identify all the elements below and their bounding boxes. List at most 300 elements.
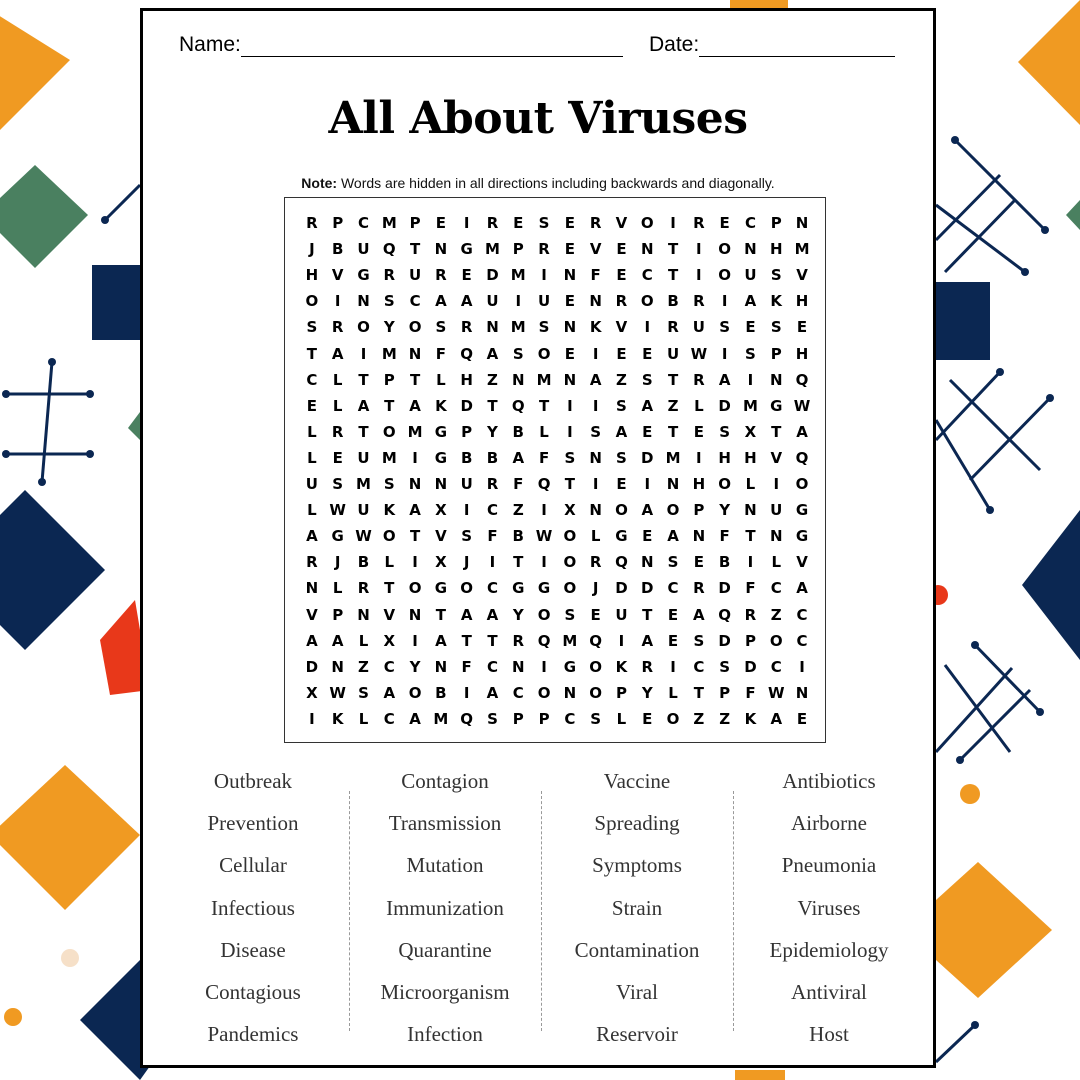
grid-letter[interactable]: S xyxy=(538,318,550,337)
grid-letter[interactable]: U xyxy=(692,318,705,337)
grid-letter[interactable]: V xyxy=(615,318,628,337)
grid-letter[interactable]: M xyxy=(742,396,758,415)
grid-letter[interactable]: S xyxy=(719,657,731,676)
grid-letter[interactable]: A xyxy=(512,448,525,467)
grid-letter[interactable]: T xyxy=(435,605,446,624)
grid-letter[interactable]: C xyxy=(796,605,808,624)
grid-letter[interactable]: A xyxy=(718,370,731,389)
grid-letter[interactable]: I xyxy=(644,318,651,337)
grid-letter[interactable]: F xyxy=(538,448,550,467)
grid-letter[interactable]: F xyxy=(435,344,446,363)
grid-letter[interactable]: E xyxy=(719,214,730,232)
grid-letter[interactable]: A xyxy=(331,631,344,650)
grid-letter[interactable]: C xyxy=(564,709,576,728)
grid-letter[interactable]: Z xyxy=(719,709,731,728)
grid-letter[interactable]: T xyxy=(538,396,550,415)
grid-letter[interactable]: D xyxy=(718,579,731,598)
grid-letter[interactable]: J xyxy=(334,553,341,572)
grid-letter[interactable]: C xyxy=(486,579,498,598)
grid-letter[interactable]: B xyxy=(512,527,524,546)
grid-letter[interactable]: E xyxy=(564,240,575,259)
grid-letter[interactable]: U xyxy=(408,266,422,285)
grid-letter[interactable]: Q xyxy=(511,396,525,415)
grid-letter[interactable]: S xyxy=(745,344,756,363)
grid-letter[interactable]: N xyxy=(511,370,525,389)
grid-letter[interactable]: Z xyxy=(487,370,498,389)
grid-letter[interactable]: L xyxy=(616,709,627,728)
grid-letter[interactable]: A xyxy=(667,527,679,546)
grid-letter[interactable]: O xyxy=(357,318,370,337)
grid-letter[interactable]: L xyxy=(384,553,395,572)
grid-letter[interactable]: R xyxy=(331,318,344,337)
grid-letter[interactable]: G xyxy=(795,501,809,520)
grid-letter[interactable]: E xyxy=(642,344,653,363)
grid-letter[interactable]: R xyxy=(306,553,318,572)
grid-letter[interactable]: U xyxy=(305,475,318,493)
grid-letter[interactable]: C xyxy=(744,214,756,232)
grid-letter[interactable]: K xyxy=(744,709,757,728)
grid-letter[interactable]: T xyxy=(384,579,395,598)
grid-letter[interactable]: S xyxy=(667,553,679,572)
grid-letter[interactable]: X xyxy=(435,553,447,572)
grid-letter[interactable]: D xyxy=(486,266,499,285)
grid-letter[interactable]: S xyxy=(332,475,344,493)
grid-letter[interactable]: I xyxy=(541,501,547,520)
grid-letter[interactable]: S xyxy=(538,214,550,232)
grid-letter[interactable]: I xyxy=(747,553,754,572)
grid-letter[interactable]: G xyxy=(434,422,448,441)
grid-letter[interactable]: G xyxy=(795,527,809,546)
grid-letter[interactable]: S xyxy=(616,448,627,467)
grid-letter[interactable]: N xyxy=(408,605,422,624)
grid-letter[interactable]: U xyxy=(744,266,757,285)
grid-letter[interactable]: O xyxy=(537,605,551,624)
grid-letter[interactable]: R xyxy=(615,292,628,311)
grid-letter[interactable]: C xyxy=(770,579,782,598)
grid-letter[interactable]: D xyxy=(641,448,654,467)
grid-letter[interactable]: K xyxy=(770,292,783,311)
grid-letter[interactable]: P xyxy=(332,605,344,624)
grid-letter[interactable]: I xyxy=(696,448,702,467)
grid-letter[interactable]: K xyxy=(589,318,602,337)
grid-letter[interactable]: E xyxy=(513,214,524,232)
grid-letter[interactable]: T xyxy=(306,344,318,363)
grid-letter[interactable]: D xyxy=(460,396,473,415)
grid-letter[interactable]: N xyxy=(511,657,525,676)
grid-letter[interactable]: E xyxy=(796,318,808,337)
grid-letter[interactable]: I xyxy=(747,370,754,389)
grid-letter[interactable]: X xyxy=(744,422,757,441)
grid-letter[interactable]: Q xyxy=(460,344,474,363)
grid-letter[interactable]: O xyxy=(769,631,783,650)
grid-letter[interactable]: O xyxy=(589,657,603,676)
grid-letter[interactable]: B xyxy=(460,448,473,467)
grid-letter[interactable]: H xyxy=(795,292,809,311)
grid-letter[interactable]: R xyxy=(486,475,499,493)
grid-letter[interactable]: S xyxy=(590,422,602,441)
grid-letter[interactable]: L xyxy=(307,422,317,441)
grid-letter[interactable]: G xyxy=(460,240,473,259)
grid-letter[interactable]: A xyxy=(409,709,421,728)
grid-letter[interactable]: J xyxy=(592,579,599,598)
grid-letter[interactable]: R xyxy=(331,422,344,441)
grid-letter[interactable]: W xyxy=(793,396,811,415)
grid-letter[interactable]: P xyxy=(512,709,524,728)
grid-letter[interactable]: O xyxy=(615,501,628,520)
grid-letter[interactable]: A xyxy=(435,292,447,311)
grid-letter[interactable]: A xyxy=(409,396,421,415)
grid-letter[interactable]: E xyxy=(616,266,627,285)
grid-letter[interactable]: I xyxy=(592,396,599,415)
grid-letter[interactable]: Y xyxy=(512,605,524,624)
grid-letter[interactable]: L xyxy=(332,579,343,598)
grid-letter[interactable]: A xyxy=(641,501,654,520)
grid-letter[interactable]: J xyxy=(309,240,315,259)
grid-letter[interactable]: V xyxy=(306,605,318,624)
grid-letter[interactable]: T xyxy=(358,422,369,441)
grid-letter[interactable]: I xyxy=(412,553,418,572)
grid-letter[interactable]: T xyxy=(771,422,782,441)
grid-letter[interactable]: N xyxy=(357,292,370,311)
grid-letter[interactable]: N xyxy=(744,501,757,520)
grid-letter[interactable]: E xyxy=(693,553,704,572)
grid-letter[interactable]: E xyxy=(642,527,653,546)
grid-letter[interactable]: U xyxy=(357,448,370,467)
grid-letter[interactable]: H xyxy=(718,448,731,467)
grid-letter[interactable]: P xyxy=(409,214,421,232)
grid-letter[interactable]: E xyxy=(667,631,679,650)
grid-letter[interactable]: I xyxy=(696,240,702,259)
grid-letter[interactable]: S xyxy=(512,344,524,363)
grid-letter[interactable]: N xyxy=(692,527,706,546)
grid-letter[interactable]: T xyxy=(487,631,498,650)
grid-letter[interactable]: C xyxy=(512,683,524,702)
grid-letter[interactable]: N xyxy=(589,292,602,311)
grid-letter[interactable]: Q xyxy=(589,631,603,650)
grid-letter[interactable]: O xyxy=(640,292,654,311)
grid-letter[interactable]: L xyxy=(307,501,317,520)
grid-letter[interactable]: U xyxy=(770,501,783,520)
grid-letter[interactable]: M xyxy=(794,240,810,259)
grid-letter[interactable]: V xyxy=(383,605,396,624)
grid-letter[interactable]: R xyxy=(744,605,757,624)
grid-letter[interactable]: T xyxy=(745,527,756,546)
grid-letter[interactable]: I xyxy=(670,657,676,676)
grid-letter[interactable]: E xyxy=(745,318,756,337)
grid-letter[interactable]: O xyxy=(537,683,551,702)
grid-letter[interactable]: V xyxy=(796,266,808,285)
grid-letter[interactable]: M xyxy=(510,266,526,285)
grid-letter[interactable]: J xyxy=(463,553,470,572)
grid-letter[interactable]: E xyxy=(616,475,627,493)
grid-letter[interactable]: G xyxy=(615,527,628,546)
grid-letter[interactable]: B xyxy=(486,448,499,467)
grid-letter[interactable]: P xyxy=(332,214,344,232)
grid-letter[interactable]: O xyxy=(589,683,603,702)
grid-letter[interactable]: G xyxy=(537,579,551,598)
grid-letter[interactable]: U xyxy=(357,240,370,259)
grid-letter[interactable]: H xyxy=(795,344,809,363)
grid-letter[interactable]: R xyxy=(693,292,705,311)
grid-letter[interactable]: D xyxy=(615,579,628,598)
grid-letter[interactable]: S xyxy=(719,318,731,337)
grid-letter[interactable]: M xyxy=(381,344,397,363)
grid-letter[interactable]: B xyxy=(331,240,344,259)
grid-letter[interactable]: Y xyxy=(641,683,653,702)
grid-letter[interactable]: A xyxy=(331,344,344,363)
grid-letter[interactable]: C xyxy=(383,709,395,728)
grid-letter[interactable]: A xyxy=(409,501,421,520)
grid-letter[interactable]: P xyxy=(461,422,473,441)
grid-letter[interactable]: A xyxy=(435,631,447,650)
grid-letter[interactable]: I xyxy=(309,709,315,728)
grid-letter[interactable]: E xyxy=(564,344,575,363)
grid-letter[interactable]: M xyxy=(665,448,681,467)
grid-letter[interactable]: L xyxy=(358,631,369,650)
grid-letter[interactable]: Q xyxy=(795,370,809,389)
grid-letter[interactable]: N xyxy=(640,240,654,259)
grid-letter[interactable]: A xyxy=(306,631,318,650)
date-blank-line[interactable] xyxy=(699,38,895,57)
grid-letter[interactable]: M xyxy=(356,475,371,493)
grid-letter[interactable]: F xyxy=(513,475,524,493)
grid-letter[interactable]: T xyxy=(513,553,524,572)
grid-letter[interactable]: D xyxy=(305,657,319,676)
grid-letter[interactable]: E xyxy=(306,396,318,415)
grid-letter[interactable]: O xyxy=(563,553,577,572)
grid-letter[interactable]: N xyxy=(769,527,783,546)
grid-letter[interactable]: E xyxy=(332,448,343,467)
grid-letter[interactable]: A xyxy=(460,605,473,624)
grid-letter[interactable]: L xyxy=(590,527,601,546)
grid-letter[interactable]: I xyxy=(412,631,418,650)
grid-letter[interactable]: G xyxy=(770,396,783,415)
grid-letter[interactable]: A xyxy=(306,527,318,546)
grid-letter[interactable]: N xyxy=(666,475,680,493)
grid-letter[interactable]: N xyxy=(769,370,783,389)
grid-letter[interactable]: R xyxy=(641,657,654,676)
grid-letter[interactable]: G xyxy=(331,527,344,546)
grid-letter[interactable]: G xyxy=(512,579,525,598)
grid-letter[interactable]: F xyxy=(719,527,730,546)
grid-letter[interactable]: S xyxy=(564,605,576,624)
grid-letter[interactable]: R xyxy=(693,370,705,389)
grid-letter[interactable]: L xyxy=(668,683,678,702)
grid-letter[interactable]: E xyxy=(461,266,472,285)
grid-letter[interactable]: E xyxy=(642,709,653,728)
grid-letter[interactable]: L xyxy=(771,553,782,572)
grid-letter[interactable]: G xyxy=(434,448,448,467)
grid-letter[interactable]: N xyxy=(563,683,577,702)
grid-letter[interactable]: Y xyxy=(409,657,421,676)
grid-letter[interactable]: E xyxy=(590,605,601,624)
grid-letter[interactable]: A xyxy=(460,292,473,311)
grid-letter[interactable]: T xyxy=(667,370,679,389)
grid-letter[interactable]: L xyxy=(332,396,343,415)
grid-letter[interactable]: T xyxy=(409,527,421,546)
grid-letter[interactable]: O xyxy=(718,240,732,259)
grid-letter[interactable]: O xyxy=(305,292,319,311)
grid-letter[interactable]: C xyxy=(486,501,498,520)
grid-letter[interactable]: Y xyxy=(719,501,731,520)
grid-letter[interactable]: B xyxy=(357,553,370,572)
grid-letter[interactable]: S xyxy=(693,631,705,650)
grid-letter[interactable]: N xyxy=(563,370,577,389)
grid-letter[interactable]: I xyxy=(541,553,547,572)
grid-letter[interactable]: Z xyxy=(358,657,369,676)
grid-letter[interactable]: N xyxy=(434,240,448,259)
grid-letter[interactable]: A xyxy=(589,370,602,389)
grid-letter[interactable]: D xyxy=(744,657,757,676)
grid-letter[interactable]: Z xyxy=(667,396,679,415)
grid-letter[interactable]: S xyxy=(383,475,395,493)
grid-letter[interactable]: V xyxy=(589,240,602,259)
grid-letter[interactable]: S xyxy=(435,318,447,337)
grid-letter[interactable]: I xyxy=(334,292,341,311)
grid-letter[interactable]: M xyxy=(536,370,552,389)
grid-letter[interactable]: T xyxy=(667,422,679,441)
grid-letter[interactable]: T xyxy=(358,370,369,389)
grid-letter[interactable]: C xyxy=(796,631,808,650)
grid-letter[interactable]: W xyxy=(355,527,372,546)
grid-letter[interactable]: X xyxy=(383,631,396,650)
grid-letter[interactable]: S xyxy=(641,370,653,389)
grid-letter[interactable]: O xyxy=(666,709,680,728)
grid-letter[interactable]: A xyxy=(486,605,499,624)
grid-letter[interactable]: K xyxy=(383,501,396,520)
grid-letter[interactable]: U xyxy=(666,344,680,363)
grid-letter[interactable]: K xyxy=(435,396,447,415)
grid-letter[interactable]: Y xyxy=(383,318,395,337)
grid-letter[interactable]: G xyxy=(563,657,577,676)
grid-letter[interactable]: I xyxy=(567,396,573,415)
grid-letter[interactable]: O xyxy=(563,527,577,546)
grid-letter[interactable]: E xyxy=(667,605,679,624)
grid-letter[interactable]: I xyxy=(489,553,496,572)
grid-letter[interactable]: Z xyxy=(770,605,782,624)
grid-letter[interactable]: R xyxy=(538,240,550,259)
grid-letter[interactable]: W xyxy=(329,501,346,520)
grid-letter[interactable]: O xyxy=(382,422,396,441)
grid-letter[interactable]: V xyxy=(796,553,808,572)
grid-letter[interactable]: N xyxy=(357,605,370,624)
grid-letter[interactable]: R xyxy=(512,631,525,650)
grid-letter[interactable]: H xyxy=(305,266,319,285)
grid-letter[interactable]: A xyxy=(641,396,654,415)
grid-letter[interactable]: W xyxy=(535,527,553,546)
grid-letter[interactable]: T xyxy=(487,396,498,415)
grid-letter[interactable]: V xyxy=(615,214,628,232)
grid-letter[interactable]: F xyxy=(487,527,498,546)
grid-letter[interactable]: N xyxy=(563,266,577,285)
grid-letter[interactable]: L xyxy=(694,396,704,415)
grid-letter[interactable]: S xyxy=(487,709,498,728)
grid-letter[interactable]: Y xyxy=(487,422,498,441)
grid-letter[interactable]: W xyxy=(767,683,785,702)
grid-letter[interactable]: N xyxy=(589,448,602,467)
grid-letter[interactable]: T xyxy=(667,266,679,285)
grid-letter[interactable]: R xyxy=(667,318,679,337)
grid-letter[interactable]: R xyxy=(589,553,602,572)
grid-letter[interactable]: F xyxy=(590,266,601,285)
grid-letter[interactable]: L xyxy=(745,475,756,493)
grid-letter[interactable]: I xyxy=(463,214,470,232)
grid-letter[interactable]: M xyxy=(433,709,449,728)
grid-letter[interactable]: E xyxy=(796,709,808,728)
grid-letter[interactable]: C xyxy=(357,214,369,232)
grid-letter[interactable]: O xyxy=(718,266,732,285)
grid-letter[interactable]: V xyxy=(331,266,344,285)
grid-letter[interactable]: U xyxy=(486,292,499,311)
grid-letter[interactable]: F xyxy=(745,683,756,702)
grid-letter[interactable]: E xyxy=(564,292,575,311)
grid-letter[interactable]: U xyxy=(615,605,628,624)
grid-letter[interactable]: N xyxy=(744,240,757,259)
grid-letter[interactable]: O xyxy=(666,501,680,520)
grid-letter[interactable]: K xyxy=(331,709,344,728)
grid-letter[interactable]: C xyxy=(409,292,421,311)
grid-letter[interactable]: L xyxy=(332,370,343,389)
grid-letter[interactable]: E xyxy=(564,214,575,232)
grid-letter[interactable]: P xyxy=(693,501,705,520)
grid-letter[interactable]: Q xyxy=(615,553,628,572)
grid-letter[interactable]: P xyxy=(719,683,731,702)
grid-letter[interactable]: C xyxy=(693,657,705,676)
grid-letter[interactable]: O xyxy=(640,214,654,232)
grid-letter[interactable]: H xyxy=(460,370,473,389)
grid-letter[interactable]: S xyxy=(719,422,731,441)
grid-letter[interactable]: R xyxy=(693,579,705,598)
grid-letter[interactable]: U xyxy=(460,475,473,493)
grid-letter[interactable]: A xyxy=(486,344,499,363)
grid-letter[interactable]: N xyxy=(589,501,602,520)
grid-letter[interactable]: H xyxy=(744,448,757,467)
grid-letter[interactable]: Q xyxy=(460,709,474,728)
grid-letter[interactable]: I xyxy=(670,214,676,232)
grid-letter[interactable]: E xyxy=(616,240,627,259)
grid-letter[interactable]: M xyxy=(562,631,578,650)
grid-letter[interactable]: M xyxy=(510,318,526,337)
grid-letter[interactable]: T xyxy=(409,240,421,259)
grid-letter[interactable]: U xyxy=(357,501,370,520)
grid-letter[interactable]: I xyxy=(618,631,625,650)
grid-letter[interactable]: I xyxy=(567,422,573,441)
grid-letter[interactable]: Q xyxy=(382,240,396,259)
grid-letter[interactable]: B xyxy=(435,683,447,702)
grid-letter[interactable]: E xyxy=(616,344,627,363)
grid-letter[interactable]: O xyxy=(563,579,577,598)
grid-letter[interactable]: N xyxy=(640,553,654,572)
grid-letter[interactable]: N xyxy=(434,475,448,493)
grid-letter[interactable]: A xyxy=(486,683,499,702)
grid-letter[interactable]: X xyxy=(306,683,318,702)
grid-letter[interactable]: C xyxy=(306,370,318,389)
grid-letter[interactable]: E xyxy=(693,422,704,441)
grid-letter[interactable]: T xyxy=(564,475,575,493)
grid-letter[interactable]: S xyxy=(358,683,369,702)
grid-letter[interactable]: C xyxy=(486,657,498,676)
grid-letter[interactable]: H xyxy=(769,240,783,259)
grid-letter[interactable]: S xyxy=(306,318,318,337)
grid-letter[interactable]: I xyxy=(515,292,522,311)
grid-letter[interactable]: G xyxy=(434,579,448,598)
grid-letter[interactable]: M xyxy=(407,422,423,441)
grid-letter[interactable]: Q xyxy=(537,631,551,650)
grid-letter[interactable]: S xyxy=(383,292,395,311)
grid-letter[interactable]: A xyxy=(641,631,654,650)
grid-letter[interactable]: Z xyxy=(616,370,627,389)
grid-letter[interactable]: X xyxy=(435,501,447,520)
